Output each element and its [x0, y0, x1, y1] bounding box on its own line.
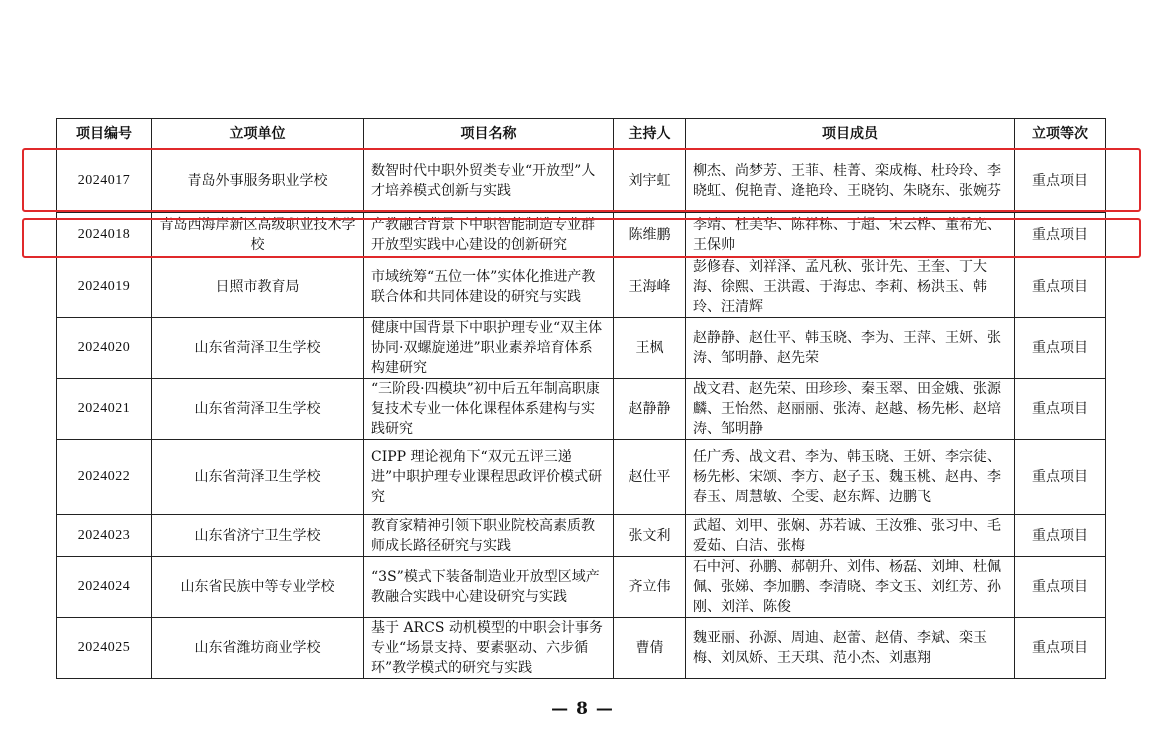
cell-level: 重点项目 — [1015, 515, 1106, 557]
cell-id: 2024025 — [57, 618, 152, 679]
header-id: 项目编号 — [57, 119, 152, 150]
cell-members: 任广秀、战文君、李为、韩玉晓、王妍、李宗徒、杨先彬、宋颂、李方、赵子玉、魏玉桃、赵冉、李春玉、周慧敏、仝雯、赵东辉、边鹏飞 — [686, 440, 1015, 515]
cell-level: 重点项目 — [1015, 557, 1106, 618]
cell-name: 健康中国背景下中职护理专业“双主体协同·双螺旋递进”职业素养培育体系构建研究 — [364, 318, 614, 379]
cell-host: 赵静静 — [614, 379, 686, 440]
cell-name: “三阶段·四模块”初中后五年制高职康复技术专业一体化课程体系建构与实践研究 — [364, 379, 614, 440]
table-row — [57, 440, 1106, 515]
cell-id: 2024017 — [57, 150, 152, 213]
cell-unit: 日照市教育局 — [152, 257, 364, 318]
table-row — [57, 515, 1106, 557]
cell-members: 彭修春、刘祥泽、孟凡秋、张计先、王奎、丁大海、徐熙、王洪霞、于海忠、李莉、杨洪玉、韩玲、汪清辉 — [686, 257, 1015, 318]
cell-level: 重点项目 — [1015, 618, 1106, 679]
cell-name: 市域统筹“五位一体”实体化推进产教联合体和共同体建设的研究与实践 — [364, 257, 614, 318]
table-row — [57, 557, 1106, 618]
cell-id: 2024024 — [57, 557, 152, 618]
cell-id: 2024020 — [57, 318, 152, 379]
cell-members: 武超、刘甲、张娴、苏若诚、王汝雅、张习中、毛爱茹、白洁、张梅 — [686, 515, 1015, 557]
header-host: 主持人 — [614, 119, 686, 150]
cell-members: 战文君、赵先荣、田珍珍、秦玉翠、田金娥、张源麟、王怡然、赵丽丽、张涛、赵越、杨先彬、赵培涛、邹明静 — [686, 379, 1015, 440]
table-row — [57, 150, 1106, 213]
cell-host: 曹倩 — [614, 618, 686, 679]
project-table — [56, 118, 1106, 679]
cell-name: “3S”模式下装备制造业开放型区域产教融合实践中心建设研究与实践 — [364, 557, 614, 618]
header-unit: 立项单位 — [152, 119, 364, 150]
table-row — [57, 257, 1106, 318]
table-row — [57, 213, 1106, 257]
cell-name: 教育家精神引领下职业院校高素质教师成长路径研究与实践 — [364, 515, 614, 557]
cell-name: 产教融合背景下中职智能制造专业群开放型实践中心建设的创新研究 — [364, 213, 614, 257]
table-row — [57, 318, 1106, 379]
header-level: 立项等次 — [1015, 119, 1106, 150]
cell-id: 2024018 — [57, 213, 152, 257]
table-header-row — [57, 119, 1106, 150]
cell-level: 重点项目 — [1015, 440, 1106, 515]
cell-level: 重点项目 — [1015, 318, 1106, 379]
cell-name: CIPP 理论视角下“双元五评三递进”中职护理专业课程思政评价模式研究 — [364, 440, 614, 515]
cell-host: 齐立伟 — [614, 557, 686, 618]
cell-id: 2024019 — [57, 257, 152, 318]
cell-host: 王海峰 — [614, 257, 686, 318]
cell-id: 2024021 — [57, 379, 152, 440]
cell-unit: 山东省潍坊商业学校 — [152, 618, 364, 679]
cell-members: 赵静静、赵仕平、韩玉晓、李为、王萍、王妍、张涛、邹明静、赵先荣 — [686, 318, 1015, 379]
page-number: — 8 — — [551, 699, 614, 719]
cell-name: 数智时代中职外贸类专业“开放型”人才培养模式创新与实践 — [364, 150, 614, 213]
cell-members: 柳杰、尚梦芳、王菲、桂菁、栾成梅、杜玲玲、李晓虹、倪艳青、逄艳玲、王晓钧、朱晓东、张婉芬 — [686, 150, 1015, 213]
cell-members: 石中河、孙鹏、郝朝升、刘伟、杨磊、刘坤、杜佩佩、张娣、李加鹏、李清晓、李文玉、刘红芳、孙刚、刘洋、陈俊 — [686, 557, 1015, 618]
cell-unit: 山东省菏泽卫生学校 — [152, 379, 364, 440]
cell-unit: 山东省菏泽卫生学校 — [152, 440, 364, 515]
cell-level: 重点项目 — [1015, 257, 1106, 318]
cell-name: 基于 ARCS 动机模型的中职会计事务专业“场景支持、要素驱动、六步循环”教学模式的研究与实践 — [364, 618, 614, 679]
cell-host: 赵仕平 — [614, 440, 686, 515]
cell-level: 重点项目 — [1015, 379, 1106, 440]
cell-host: 张文利 — [614, 515, 686, 557]
table-row — [57, 618, 1106, 679]
cell-members: 魏亚丽、孙源、周迪、赵蕾、赵倩、李斌、栾玉梅、刘凤娇、王天琪、范小杰、刘惠翔 — [686, 618, 1015, 679]
cell-id: 2024023 — [57, 515, 152, 557]
cell-id: 2024022 — [57, 440, 152, 515]
cell-level: 重点项目 — [1015, 213, 1106, 257]
table-row — [57, 379, 1106, 440]
cell-unit: 山东省民族中等专业学校 — [152, 557, 364, 618]
cell-level: 重点项目 — [1015, 150, 1106, 213]
cell-host: 王枫 — [614, 318, 686, 379]
cell-unit: 青岛西海岸新区高级职业技术学校 — [152, 213, 364, 257]
cell-members: 李靖、杜美华、陈祥栋、于超、宋云桦、董希光、王保帅 — [686, 213, 1015, 257]
header-members: 项目成员 — [686, 119, 1015, 150]
cell-host: 陈维鹏 — [614, 213, 686, 257]
header-name: 项目名称 — [364, 119, 614, 150]
cell-unit: 山东省济宁卫生学校 — [152, 515, 364, 557]
cell-host: 刘宇虹 — [614, 150, 686, 213]
cell-unit: 山东省菏泽卫生学校 — [152, 318, 364, 379]
cell-unit: 青岛外事服务职业学校 — [152, 150, 364, 213]
